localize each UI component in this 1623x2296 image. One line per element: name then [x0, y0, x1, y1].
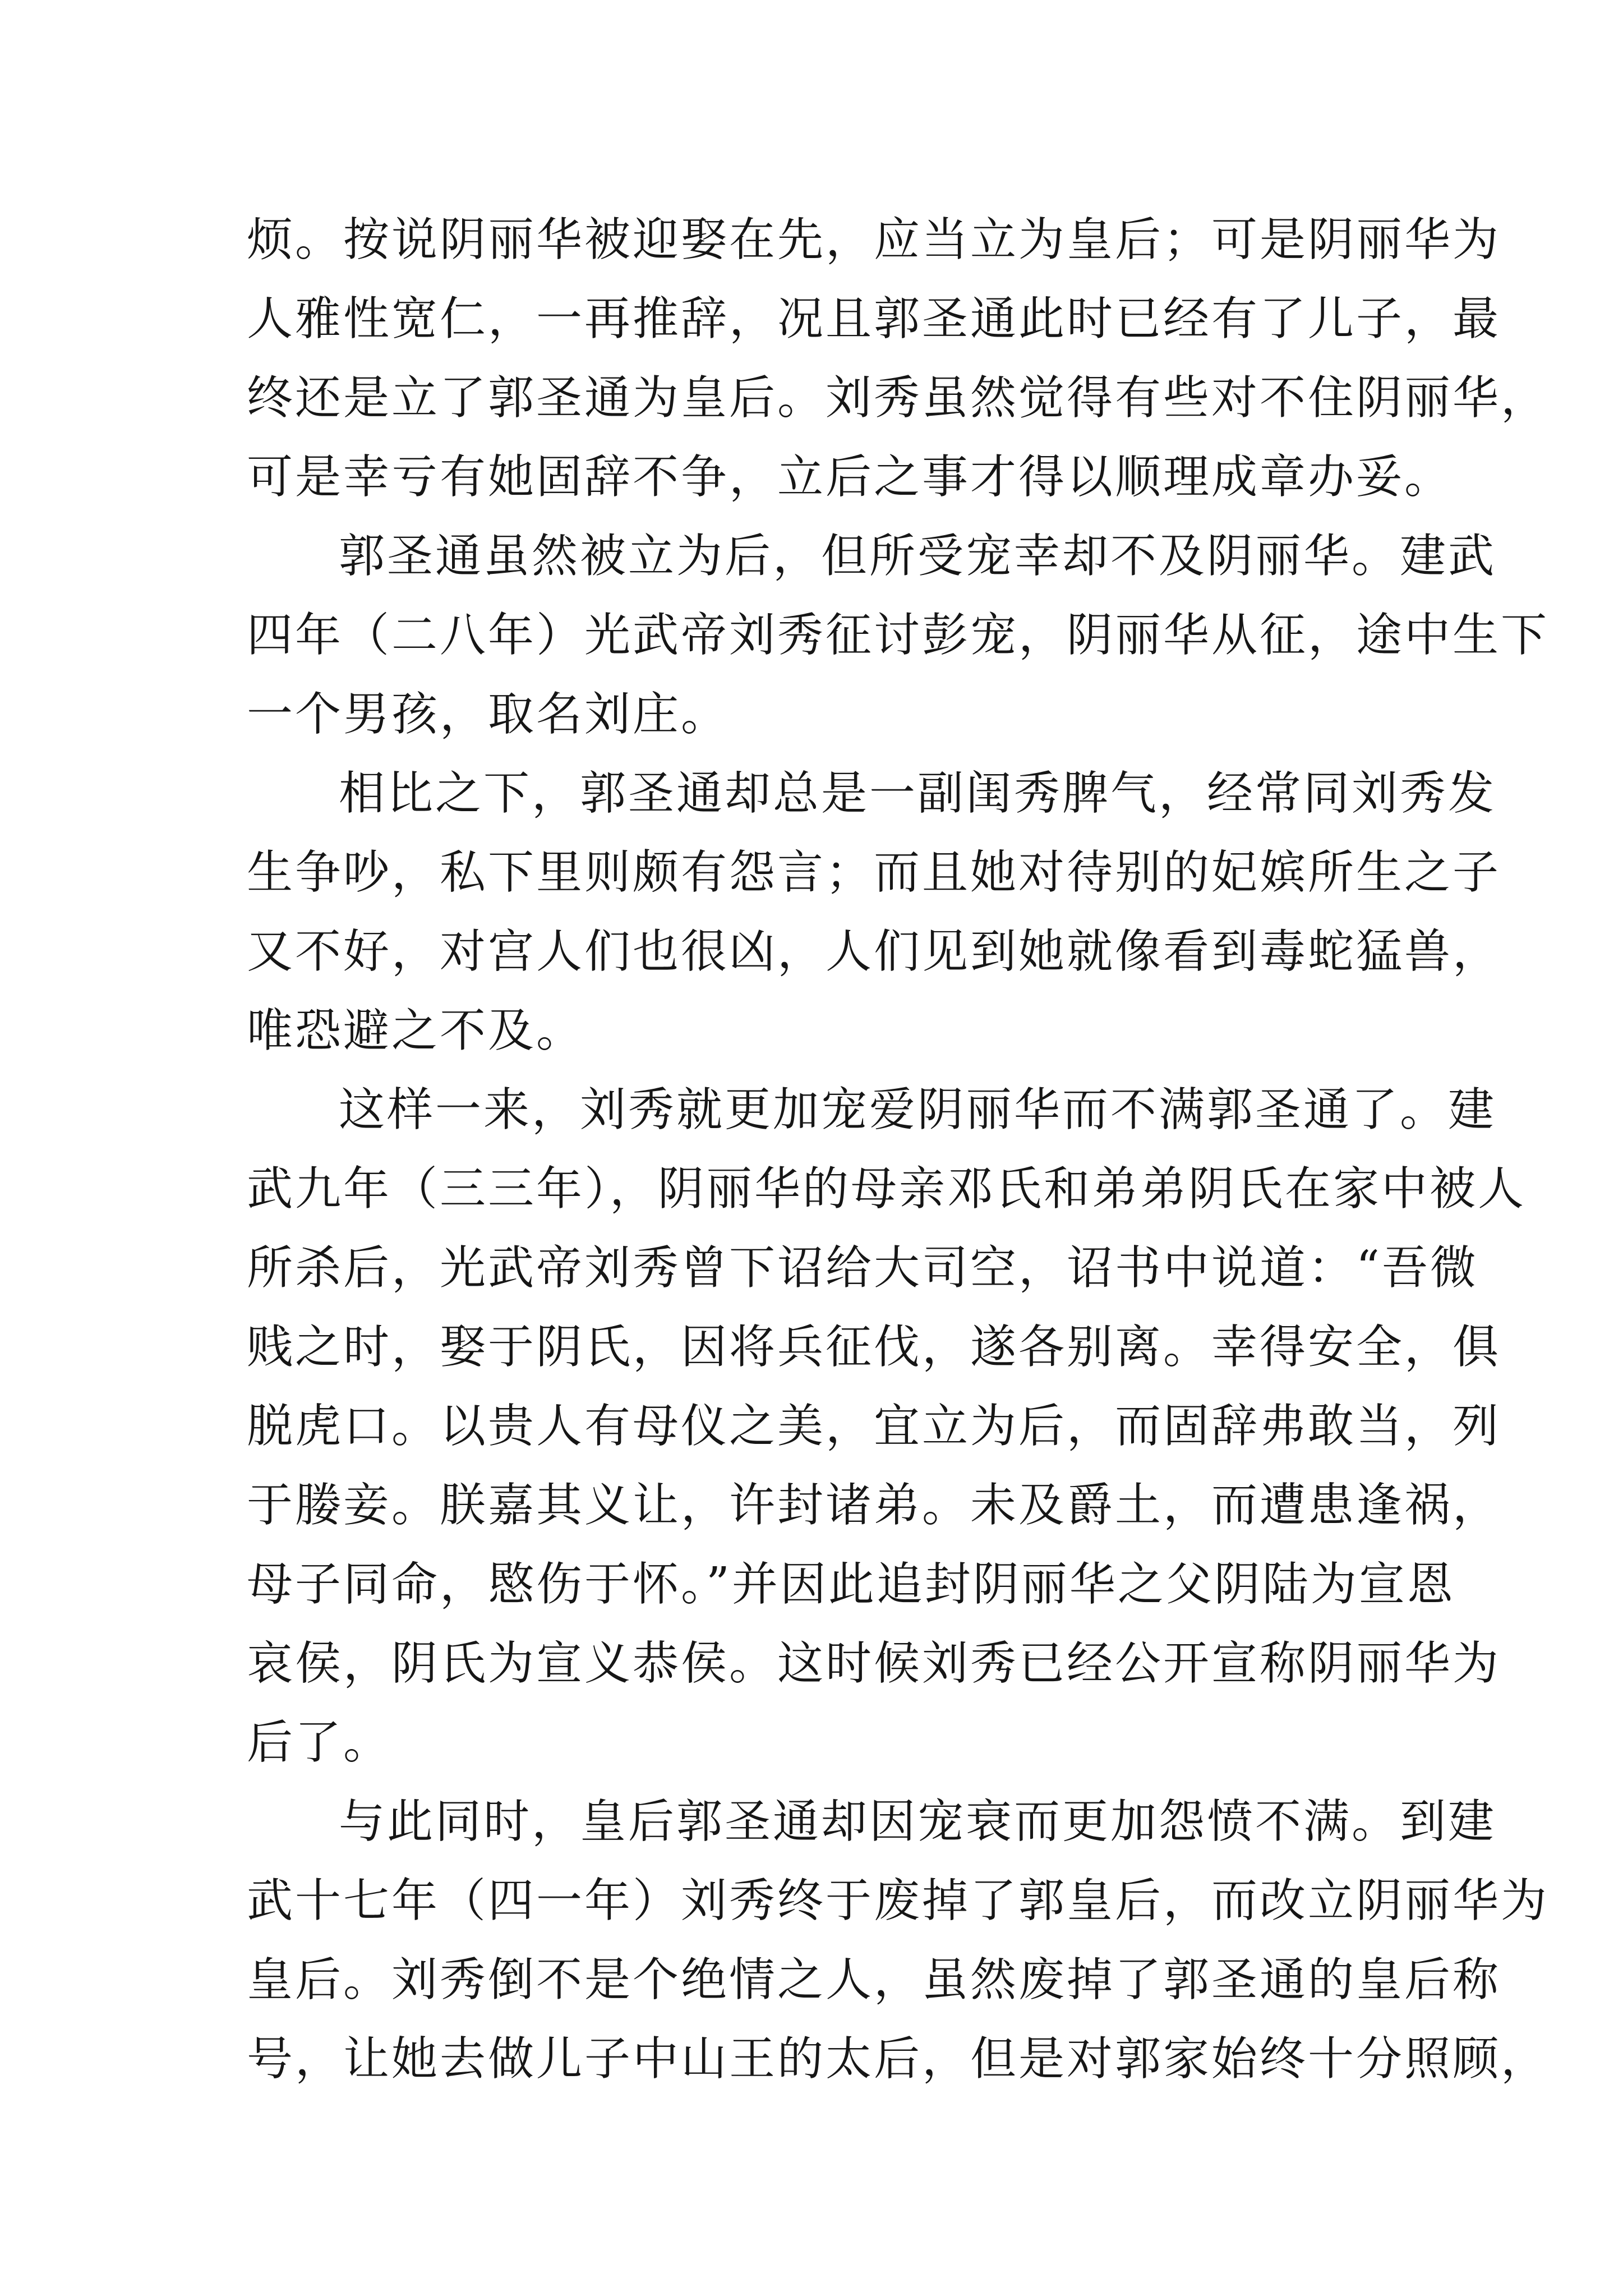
text-line: 一个男孩，取名刘庄。 — [247, 688, 730, 741]
text-line: 于媵妾。朕嘉其义让，许封诸弟。未及爵土，而遭患逢祸， — [247, 1479, 1501, 1532]
text-line: 贱之时，娶于阴氏，因将兵征伐，遂各别离。幸得安全，俱 — [247, 1320, 1501, 1374]
text-line: 皇后。刘秀倒不是个绝情之人，虽然废掉了郭圣通的皇后称 — [247, 1953, 1501, 2007]
paragraph-start-line: 这样一来，刘秀就更加宠爱阴丽华而不满郭圣通了。建 — [339, 1083, 1497, 1137]
text-line: 人雅性宽仁，一再推辞，况且郭圣通此时已经有了儿子，最 — [247, 292, 1501, 346]
text-line: 武十七年（四一年）刘秀终于废掉了郭皇后，而改立阴丽华为 — [247, 1874, 1550, 1927]
text-line: 武九年（三三年），阴丽华的母亲邓氏和弟弟阴氏在家中被人 — [247, 1162, 1527, 1216]
body-text — [247, 212, 1550, 2110]
text-line: 可是幸亏有她固辞不争，立后之事才得以顺理成章办妥。 — [247, 450, 1453, 504]
text-line: 终还是立了郭圣通为皇后。刘秀虽然觉得有些对不住阴丽华， — [247, 371, 1550, 425]
text-line: 又不好，对宫人们也很凶，人们见到她就像看到毒蛇猛兽， — [247, 925, 1501, 978]
paragraph-start-line: 相比之下，郭圣通却总是一副闺秀脾气，经常同刘秀发 — [339, 767, 1497, 820]
paragraph-start-line: 郭圣通虽然被立为后，但所受宠幸却不及阴丽华。建武 — [339, 530, 1497, 583]
text-line: 脱虎口。以贵人有母仪之美，宜立为后，而固辞弗敢当，列 — [247, 1400, 1501, 1453]
text-line: 哀侯，阴氏为宣义恭侯。这时候刘秀已经公开宣称阴丽华为 — [247, 1637, 1501, 1690]
text-line: 四年（二八年）光武帝刘秀征讨彭宠，阴丽华从征，途中生下 — [247, 609, 1550, 662]
paragraph-start-line: 与此同时，皇后郭圣通却因宠衰而更加怨愤不满。到建 — [339, 1795, 1497, 1848]
text-line: 生争吵，私下里则颇有怨言；而且她对待别的妃嫔所生之子 — [247, 846, 1501, 899]
text-line: 母子同命，愍伤于怀。”并因此追封阴丽华之父阴陆为宣恩 — [247, 1558, 1455, 1611]
text-line: 号，让她去做儿子中山王的太后，但是对郭家始终十分照顾， — [247, 2032, 1550, 2086]
text-line: 所杀后，光武帝刘秀曾下诏给大司空，诏书中说道：“吾微 — [247, 1241, 1478, 1295]
text-line: 唯恐避之不及。 — [247, 1004, 585, 1057]
text-line: 烦。按说阴丽华被迎娶在先，应当立为皇后；可是阴丽华为 — [247, 213, 1501, 266]
text-line: 后了。 — [247, 1716, 392, 1769]
